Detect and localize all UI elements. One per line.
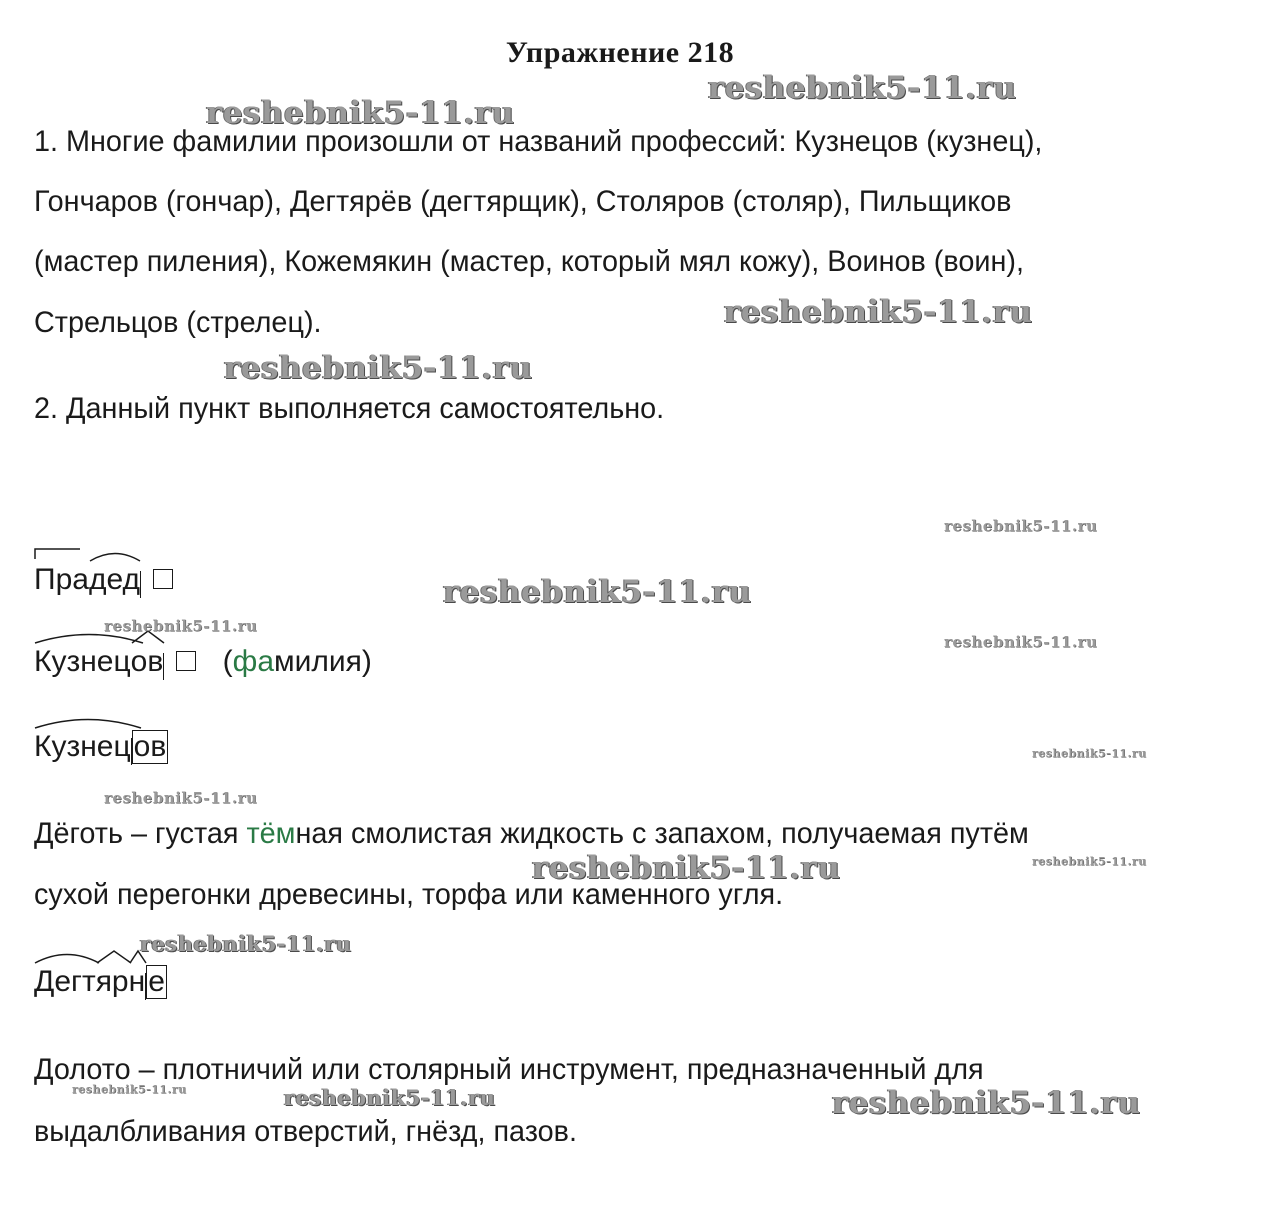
watermark-logo: reshebnik5-11.ru: [72, 1083, 187, 1096]
note-close: ): [361, 645, 372, 678]
page-title: Упражнение 218: [505, 36, 735, 69]
root-text: дед: [88, 563, 140, 596]
root-arc-icon: [34, 950, 100, 964]
suffix-text: ов: [130, 645, 164, 678]
degot-text-b: ная смолистая жидкость с запахом, получаемая путём: [295, 817, 1029, 850]
paragraph1-line-2: Гончаров (гончар), Дегтярёв (дегтярщик), Столяров (столяр), Пильщиков: [34, 185, 1012, 218]
note-rest: милия: [274, 645, 362, 678]
paragraph1-line-3: (мастер пиления), Кожемякин (мастер, который мял кожу), Воинов (воин),: [34, 245, 1024, 278]
suffix-2: [129, 964, 146, 1000]
suffix-1: [96, 964, 129, 1000]
watermark-logo: reshebnik5-11.ru: [944, 517, 1098, 535]
degot-text-a: Дёготь – густая: [34, 817, 247, 850]
root-arc-icon: [34, 715, 142, 729]
root: [34, 644, 131, 680]
note-green: фа: [232, 645, 275, 678]
watermark-logo: reshebnik5-11.ru: [1032, 747, 1147, 760]
suffix: [131, 644, 164, 680]
morpheme-kuznetsov-2: [34, 729, 168, 765]
paragraph2: 2. Данный пункт выполняется самостоятельно.: [34, 392, 665, 425]
morpheme-kuznetsov-1: [34, 644, 372, 680]
watermark-logo: reshebnik5-11.ru: [532, 850, 841, 886]
note-open: (: [222, 645, 233, 678]
ending-box: е: [148, 965, 165, 998]
root-text: Дегт: [34, 965, 96, 998]
watermark-logo: reshebnik5-11.ru: [443, 574, 752, 610]
root-text: Кузнец: [34, 730, 131, 763]
watermark-logo: reshebnik5-11.ru: [1032, 855, 1147, 868]
suffix-mark-icon: [96, 950, 132, 964]
watermark-logo: reshebnik5-11.ru: [224, 350, 533, 386]
note: [223, 645, 372, 678]
suffix-text: яр: [95, 965, 129, 998]
watermark-logo: reshebnik5-11.ru: [944, 633, 1098, 651]
watermark-logo: reshebnik5-11.ru: [104, 789, 258, 807]
watermark-logo: reshebnik5-11.ru: [206, 95, 515, 131]
watermark-logo: reshebnik5-11.ru: [832, 1085, 1141, 1121]
morpheme-pradedy: [34, 562, 173, 598]
root: [89, 562, 140, 598]
watermark-logo: reshebnik5-11.ru: [724, 294, 1033, 330]
morpheme-degtyarne: [34, 964, 167, 1000]
degot-text-green: тём: [246, 817, 296, 850]
prefix-text: Пра: [34, 563, 89, 596]
suffix-text: н: [128, 965, 146, 998]
null-ending-box: [176, 651, 196, 671]
null-ending-box: [153, 569, 173, 589]
doloto-line-2: выдалбливания отверстий, гнёзд, пазов.: [34, 1115, 577, 1148]
doloto-line-1: Долото – плотничий или столярный инструмент, предназначенный для: [34, 1053, 984, 1086]
root-text: Кузнец: [34, 645, 131, 678]
ending-box: ов: [133, 730, 167, 763]
degot-line-1: [34, 816, 1029, 852]
watermark-logo: reshebnik5-11.ru: [104, 617, 258, 635]
root: [34, 729, 131, 765]
paragraph1-line-4: Стрельцов (стрелец).: [34, 306, 322, 339]
prefix: [34, 562, 89, 598]
base-bracket: [163, 653, 164, 680]
prefix-mark-icon: [34, 548, 84, 560]
degot-line-2: сухой перегонки древесины, торфа или каменного угля.: [34, 878, 784, 911]
watermark-logo: reshebnik5-11.ru: [140, 931, 352, 956]
base-bracket: [140, 571, 141, 598]
root: [34, 964, 96, 1000]
watermark-logo: reshebnik5-11.ru: [284, 1085, 496, 1110]
paragraph1-line-1: 1. Многие фамилии произошли от названий профессий: Кузнецов (кузнец),: [34, 125, 1043, 158]
watermark-logo: reshebnik5-11.ru: [708, 70, 1017, 106]
root-arc-icon: [89, 548, 141, 562]
